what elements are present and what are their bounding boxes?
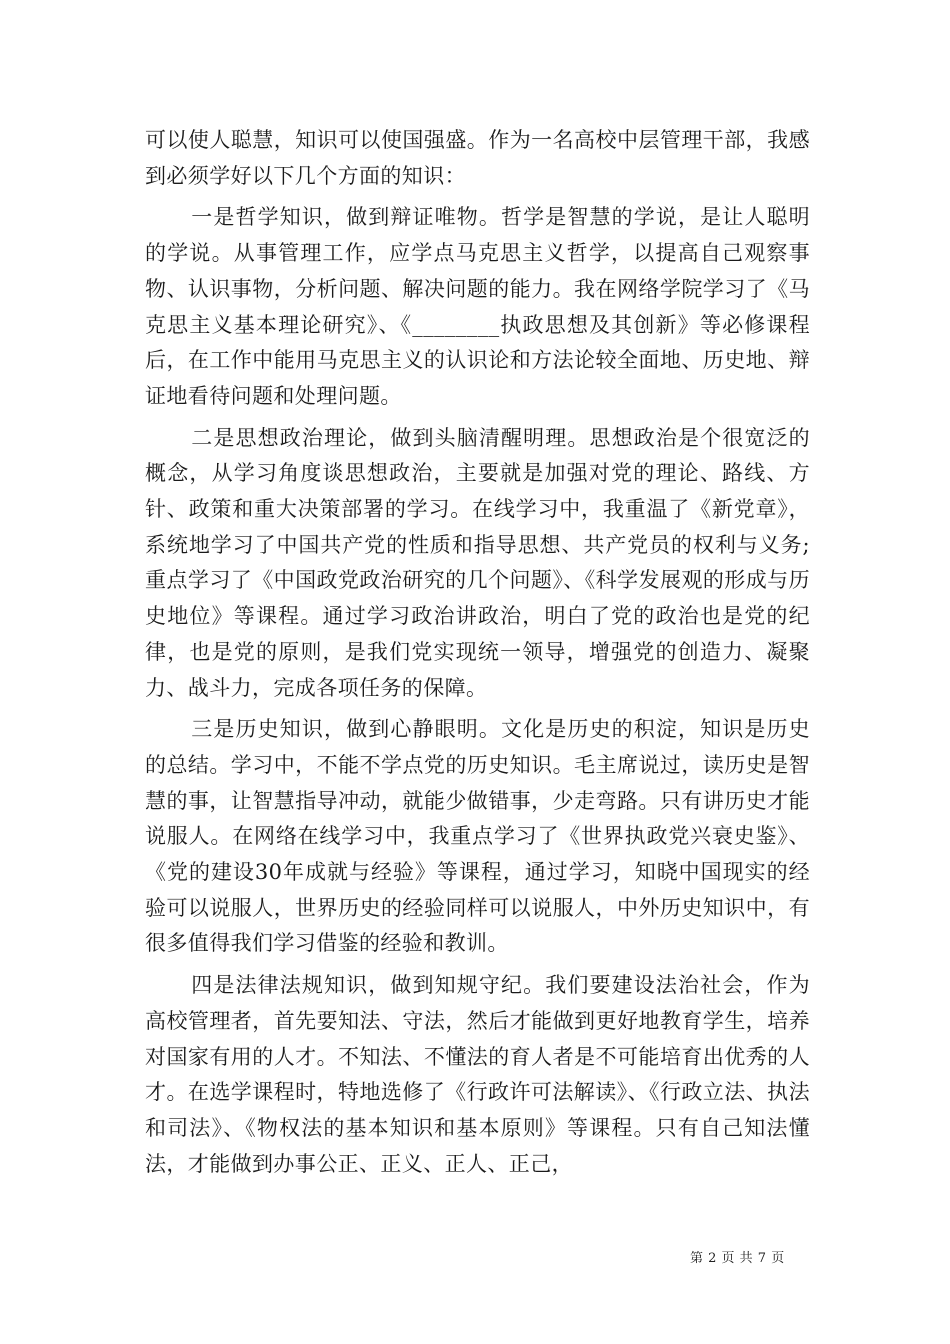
paragraph-history: 三是历史知识，做到心静眼明。文化是历史的积淀，知识是历史的总结。学习中，不能不学点党的历史知识。毛主席说过，读历史是智慧的事，让智慧指导冲动，就能少做错事，少走弯路。只有讲历史才能说服人。在网络在线学习中，我重点学习了《世界执政党兴衰史鉴》、《党的建设30年成就与经验》等课程，通过学习，知晓中国现实的经验可以说服人，世界历史的经验同样可以说服人，中外历史知识中，有很多值得我们学习借鉴的经验和教训。: [145, 717, 810, 956]
page-number-footer: 第 2 页 共 7 页: [690, 1251, 785, 1266]
paragraph-law: 四是法律法规知识，做到知规守纪。我们要建设法治社会，作为高校管理者，首先要知法、守法，然后才能做到更好地教育学生，培养对国家有用的人才。不知法、不懂法的育人者是不可能培育出优秀的人才。在选学课程时，特地选修了《行政许可法解读》、《行政立法、执法和司法》、《物权法的基本知识和基本原则》等课程。只有自己知法懂法，才能做到办事公正、正义、正人、正己，: [145, 973, 810, 1176]
paragraph-political-theory: 二是思想政治理论，做到头脑清醒明理。思想政治是个很宽泛的概念，从学习角度谈思想政治，主要就是加强对党的理论、路线、方针、政策和重大决策部署的学习。在线学习中，我重温了《新党章》，系统地学习了中国共产党的性质和指导思想、共产党员的权利与义务;重点学习了《中国政党政治研究的几个问题》、《科学发展观的形成与历史地位》等课程。通过学习政治讲政治，明白了党的政治也是党的纪律，也是党的原则，是我们党实现统一领导，增强党的创造力、凝聚力、战斗力，完成各项任务的保障。: [145, 425, 810, 700]
paragraph-continuation: 可以使人聪慧，知识可以使国强盛。作为一名高校中层管理干部，我感到必须学好以下几个方面的知识：: [145, 128, 810, 188]
document-body: [145, 123, 810, 1182]
paragraph-philosophy: 一是哲学知识，做到辩证唯物。哲学是智慧的学说，是让人聪明的学说。从事管理工作，应学点马克思主义哲学，以提高自己观察事物、认识事物，分析问题、解决问题的能力。我在网络学院学习了《马克思主义基本理论研究》、《________执政思想及其创新》等必修课程后，在工作中能用马克思主义的认识论和方法论较全面地、历史地、辩证地看待问题和处理问题。: [145, 205, 810, 408]
